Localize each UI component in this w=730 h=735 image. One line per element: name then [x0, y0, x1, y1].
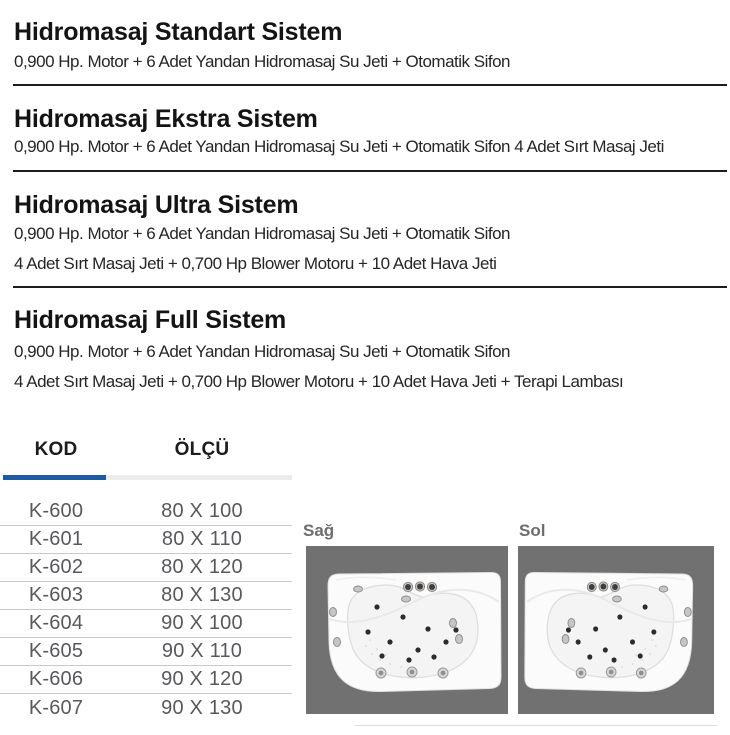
- section-description: 0,900 Hp. Motor + 6 Adet Yandan Hidromasaj Su Jeti + Otomatik Sifon: [14, 52, 510, 71]
- section-title-ultra: Hidromasaj Ultra Sistem: [14, 191, 299, 219]
- section-title-standart: Hidromasaj Standart Sistem: [14, 18, 343, 46]
- cell-olcu: 90 X 120: [161, 668, 243, 690]
- cell-olcu: 80 X 130: [161, 584, 243, 606]
- table-header-olcu: ÖLÇÜ: [174, 439, 230, 460]
- cell-kod: K-600: [28, 500, 84, 522]
- label-sol: Sol: [519, 521, 546, 540]
- table-row: [0, 694, 292, 722]
- table-row: [0, 638, 292, 666]
- table-row: [0, 610, 292, 638]
- table-row: [0, 554, 292, 582]
- cell-kod: K-603: [28, 584, 84, 606]
- section-divider: [13, 170, 727, 172]
- bathtub-top-view-left-image: [518, 546, 714, 714]
- cell-olcu: 80 X 110: [161, 528, 243, 550]
- section-description: 4 Adet Sırt Masaj Jeti + 0,700 Hp Blower Motoru + 10 Adet Hava Jeti: [14, 254, 497, 273]
- cell-kod: K-602: [28, 556, 84, 578]
- cell-olcu: 90 X 130: [161, 696, 243, 719]
- section-divider: [13, 84, 727, 86]
- table-header-kod: KOD: [34, 439, 78, 460]
- cell-kod: K-604: [28, 612, 84, 634]
- label-sag: Sağ: [303, 521, 335, 540]
- section-description: 0,900 Hp. Motor + 6 Adet Yandan Hidromasaj Su Jeti + Otomatik Sifon: [14, 224, 510, 243]
- section-description: 0,900 Hp. Motor + 6 Adet Yandan Hidromasaj Su Jeti + Otomatik Sifon: [14, 342, 510, 361]
- cell-kod: K-606: [28, 668, 84, 690]
- cell-olcu: 90 X 110: [161, 640, 243, 662]
- table-row: [0, 526, 292, 554]
- cell-kod: K-607: [28, 696, 84, 719]
- section-description: 4 Adet Sırt Masaj Jeti + 0,700 Hp Blower Motoru + 10 Adet Hava Jeti + Terapi Lambası: [14, 372, 624, 391]
- table-row: [0, 498, 292, 526]
- bathtub-top-view-right-image: [306, 546, 508, 714]
- bottom-divider: [355, 725, 717, 726]
- cell-olcu: 80 X 120: [161, 556, 243, 578]
- cell-olcu: 90 X 100: [161, 612, 243, 634]
- cell-kod: K-601: [28, 528, 84, 550]
- table-row: [0, 666, 292, 694]
- spec-table: [0, 498, 292, 722]
- section-title-full: Hidromasaj Full Sistem: [14, 306, 287, 334]
- section-divider: [13, 286, 727, 288]
- section-description: 0,900 Hp. Motor + 6 Adet Yandan Hidromasaj Su Jeti + Otomatik Sifon 4 Adet Sırt Masaj Jeti: [14, 137, 664, 156]
- cell-olcu: 80 X 100: [161, 500, 243, 522]
- header-underline-blue: [3, 475, 106, 480]
- section-title-ekstra: Hidromasaj Ekstra Sistem: [14, 105, 318, 133]
- cell-kod: K-605: [28, 640, 84, 662]
- table-row: [0, 582, 292, 610]
- header-underline-gray: [106, 475, 292, 480]
